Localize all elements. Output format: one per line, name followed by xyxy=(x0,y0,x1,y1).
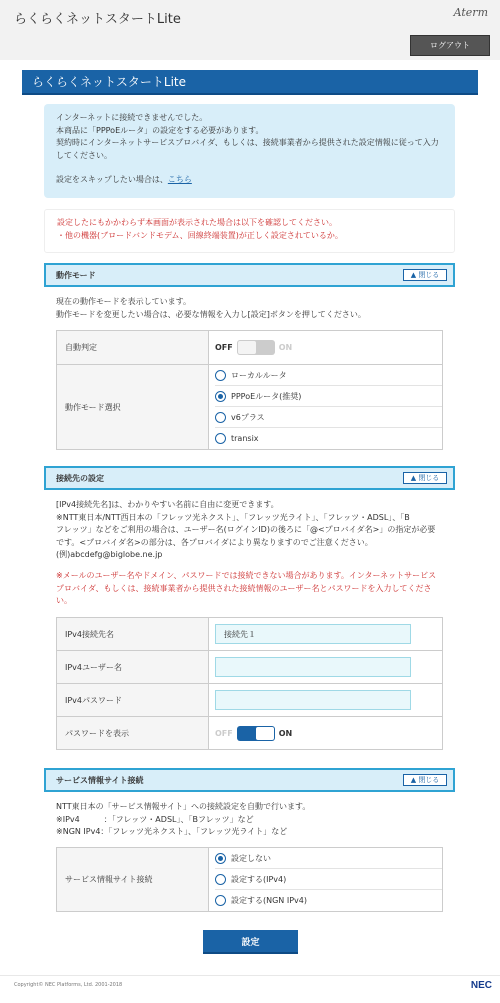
skip-text: 設定をスキップしたい場合は、こちら xyxy=(56,175,192,184)
show-password-toggle[interactable]: OFF ON xyxy=(215,726,292,741)
service-table xyxy=(56,847,443,912)
warning-line: 設定したにもかかわらず本画面が表示された場合は以下を確認してください。 xyxy=(57,218,337,227)
service-radio-group xyxy=(215,848,442,911)
connection-description: [IPv4接続先名]は、わかりやすい名前に自由に変更できます。 ※NTT東日本/NTT西日本の「フレッツ光ネクスト」、「フレッツ光ライト」、「フレッツ・ADSL」、「B フレッツ」などをご利用の場合は、ユーザー名(ログインID)の後ろに「@<プロバイダ名>」の指定が必要 です。<プロバイダ名>の部分は、各プロバイダにより異なりますのでご注意ください。 (例)abcdefg@biglobe.ne.jp xyxy=(56,500,436,559)
toggle-track xyxy=(237,726,275,741)
mode-option-transix[interactable]: transix xyxy=(215,428,442,449)
ipv4-user-label: IPv4ユーザー名 xyxy=(57,651,209,684)
toggle-knob xyxy=(238,341,256,354)
radio-checked-icon xyxy=(215,391,226,402)
section-mode-header xyxy=(44,263,455,287)
skip-link[interactable]: こちら xyxy=(167,175,192,184)
ipv4-password-input[interactable] xyxy=(215,690,411,710)
page-title: らくらくネットスタートLite xyxy=(22,70,478,95)
mode-radio-group xyxy=(215,365,442,449)
toggle-track xyxy=(237,340,275,355)
section-title: サービス情報サイト接続 xyxy=(56,775,144,785)
service-description: NTT東日本の「サービス情報サイト」への接続設定を自動で行います。 ※IPv4 ：「フレッツ・ADSL」、「Bフレッツ」など ※NGN IPv4：「フレッツ光ネクスト」、「フレッツ光ライト」など xyxy=(56,802,311,836)
auto-detect-toggle[interactable]: OFF ON xyxy=(215,340,292,355)
service-option-ngn-ipv4[interactable]: 設定する(NGN IPv4) xyxy=(215,890,442,911)
info-line: インターネットに接続できませんでした。 xyxy=(56,113,208,122)
auto-detect-label: 自動判定 xyxy=(57,331,209,365)
info-box xyxy=(44,104,455,198)
radio-icon xyxy=(215,433,226,444)
section-service-header xyxy=(44,768,455,792)
collapse-button[interactable]: ▲ 閉じる xyxy=(403,269,447,281)
service-label: サービス情報サイト接続 xyxy=(57,848,209,912)
info-line: してください。 xyxy=(56,150,112,160)
logout-button[interactable]: ログアウト xyxy=(410,35,490,56)
radio-icon xyxy=(215,412,226,423)
connection-note: ※メールのユーザー名やドメイン、パスワードでは接続できない場合があります。インターネットサービス プロバイダ、もしくは、接続事業者から提供された接続情報のユーザー名とパスワードを入力してくださ い。 xyxy=(56,571,437,605)
chevron-up-icon: ▲ xyxy=(410,474,417,482)
submit-button[interactable]: 設定 xyxy=(203,930,298,954)
radio-checked-icon xyxy=(215,853,226,864)
chevron-up-icon: ▲ xyxy=(410,776,417,784)
toggle-knob xyxy=(256,727,274,740)
section-title: 動作モード xyxy=(56,270,96,280)
mode-option-v6plus[interactable]: v6プラス xyxy=(215,407,442,428)
copyright: Copyright© NEC Platforms, Ltd. 2001-2018 xyxy=(14,982,123,988)
connection-table xyxy=(56,617,443,750)
ipv4-password-label: IPv4パスワード xyxy=(57,684,209,717)
radio-icon xyxy=(215,895,226,906)
info-line: 契約時にインターネットサービスプロバイダ、もしくは、接続事業者から提供された設定情報に従って入力 xyxy=(56,138,439,147)
info-line: 本商品に「PPPoEルータ」の設定をする必要があります。 xyxy=(56,125,264,135)
radio-icon xyxy=(215,874,226,885)
footer xyxy=(0,975,500,1003)
collapse-button[interactable]: ▲ 閉じる xyxy=(403,774,447,786)
section-title: 接続先の設定 xyxy=(56,473,104,483)
radio-icon xyxy=(215,370,226,381)
chevron-up-icon: ▲ xyxy=(410,271,417,279)
ipv4-user-input[interactable] xyxy=(215,657,411,677)
brand-logo: Aterm xyxy=(453,6,488,19)
top-bar xyxy=(0,0,500,60)
section-connection-header xyxy=(44,466,455,490)
service-option-ipv4[interactable]: 設定する(IPv4) xyxy=(215,869,442,890)
nec-logo: NEC xyxy=(470,980,492,991)
warning-box xyxy=(44,209,455,253)
mode-select-label: 動作モード選択 xyxy=(57,365,209,450)
mode-table xyxy=(56,330,443,450)
show-password-label: パスワードを表示 xyxy=(57,717,209,750)
warning-line: ・他の機器(ブロードバンドモデム、回線終端装置)が正しく設定されているか。 xyxy=(57,231,343,240)
ipv4-name-label: IPv4接続先名 xyxy=(57,618,209,651)
collapse-button[interactable]: ▲ 閉じる xyxy=(403,472,447,484)
service-option-disabled[interactable]: 設定しない xyxy=(215,848,442,869)
ipv4-name-input[interactable]: 接続先１ xyxy=(215,624,411,644)
mode-option-local-router[interactable]: ローカルルータ xyxy=(215,365,442,386)
mode-option-pppoe-router[interactable]: PPPoEルータ(推奨) xyxy=(215,386,442,407)
app-title: らくらくネットスタートLite xyxy=(14,12,181,27)
mode-description: 現在の動作モードを表示しています。 動作モードを変更したい場合は、必要な情報を入力し[設定]ボタンを押してください。 xyxy=(56,297,366,319)
